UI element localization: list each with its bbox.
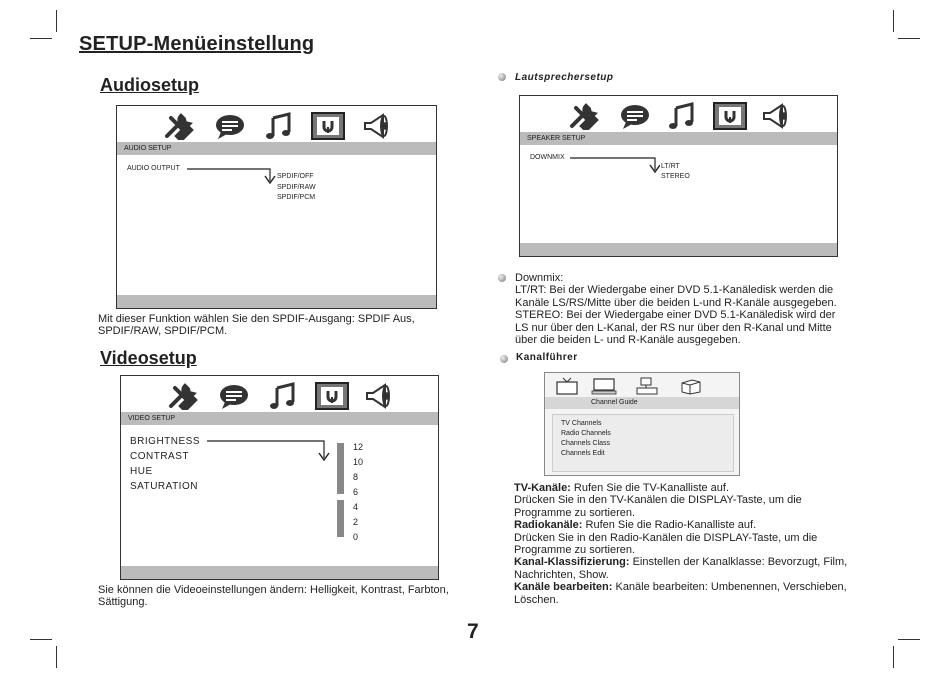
channel-guide-bar-label: Channel Guide — [591, 399, 638, 406]
downmix-line: Kanäle LS/RS/Mitte über die beiden L-und R-Kanäle ausgegeben. — [515, 296, 837, 309]
scale-value: 4 — [353, 502, 359, 512]
bullet-icon — [498, 274, 506, 282]
page-title: SETUP-Menüeinstellung — [79, 33, 315, 55]
video-setup-bar: VIDEO SETUP — [121, 412, 438, 425]
audio-option[interactable]: SPDIF/PCM — [277, 194, 316, 201]
bullet-icon — [500, 355, 508, 363]
music-note-icon[interactable] — [666, 102, 700, 130]
channel-guide-heading: Kanalführer — [516, 352, 578, 363]
wrench-icon[interactable] — [163, 112, 197, 140]
channel-guide-item[interactable]: Channels Class — [561, 440, 611, 447]
brightness-arrow — [207, 436, 331, 466]
speaker-setup-bar: SPEAKER SETUP — [520, 132, 837, 145]
crop-mark — [893, 10, 894, 32]
scale-value: 2 — [353, 517, 359, 527]
channel-guide-item[interactable]: TV Channels — [561, 420, 602, 427]
video-item-saturation[interactable]: SATURATION — [130, 481, 198, 492]
monitor-icon[interactable] — [591, 377, 617, 395]
speaker-setup-heading: Lautsprechersetup — [515, 72, 614, 83]
crop-mark — [30, 639, 52, 640]
video-description: Sie können die Videoeinstellungen ändern: Helligkeit, Kontrast, Farbton, Sättigung. — [98, 584, 449, 609]
downmix-option[interactable]: STEREO — [661, 173, 690, 180]
box-icon[interactable] — [679, 377, 703, 395]
bullet-icon — [498, 73, 506, 81]
radio-channels-line: Programme zu sortieren. — [514, 544, 636, 557]
audio-description: Mit dieser Funktion wählen Sie den SPDIF-Ausgang: SPDIF Aus, SPDIF/RAW, SPDIF/PCM. — [98, 313, 415, 338]
downmix-line: über die beiden L- und R-Kanäle ausgegeben. — [515, 334, 741, 347]
speaker-icon[interactable] — [760, 102, 794, 130]
power-settings-icon[interactable] — [713, 102, 747, 130]
downmix-section — [515, 272, 885, 346]
speaker-icon[interactable] — [361, 112, 395, 140]
scale-value: 10 — [353, 457, 364, 467]
network-icon[interactable] — [635, 377, 659, 395]
channel-guide-item[interactable]: Channels Edit — [561, 450, 605, 457]
video-item-brightness[interactable]: BRIGHTNESS — [130, 436, 201, 447]
channel-class-label: Kanal-Klassifizierung: — [514, 556, 630, 569]
radio-channels-text: Rufen Sie die Radio-Kanalliste auf. — [582, 519, 757, 532]
channel-edit-line: Löschen. — [514, 593, 559, 606]
crop-mark — [893, 646, 894, 668]
power-settings-icon[interactable] — [315, 382, 349, 410]
videosetup-heading: Videosetup — [100, 348, 197, 368]
channel-descriptions — [514, 482, 886, 606]
audio-setup-bar: AUDIO SETUP — [117, 142, 436, 155]
page-number: 7 — [467, 620, 479, 643]
downmix-line: LT/RT: Bei der Wiedergabe einer DVD 5.1-Kanäledisk werden die — [515, 284, 834, 297]
menu-bottom-bar — [121, 566, 438, 579]
tv-icon[interactable] — [555, 377, 579, 395]
music-note-icon[interactable] — [263, 112, 297, 140]
downmix-label[interactable]: DOWNMIX — [530, 154, 565, 161]
crop-mark — [898, 38, 920, 39]
downmix-line: STEREO: Bei der Wiedergabe einer DVD 5.1-Kanäledisk wird der — [515, 309, 836, 322]
crop-mark — [30, 38, 52, 39]
video-item-hue[interactable]: HUE — [130, 466, 153, 477]
channel-class-text: Einstellen der Kanalklasse: Bevorzugt, Film, — [629, 556, 848, 569]
video-item-contrast[interactable]: CONTRAST — [130, 451, 189, 462]
brightness-slider[interactable] — [337, 443, 344, 537]
channel-guide-list — [552, 414, 734, 472]
speaker-icon[interactable] — [363, 382, 397, 410]
menu-bottom-bar — [520, 243, 837, 256]
radio-channels-label: Radiokanäle: — [514, 519, 583, 532]
audio-output-arrow — [187, 164, 277, 186]
slider-thumb[interactable] — [337, 494, 344, 500]
scale-value: 12 — [353, 442, 364, 452]
audiosetup-heading: Audiosetup — [100, 75, 199, 95]
tv-channels-line: Drücken Sie in den TV-Kanälen die DISPLAY-Taste, um die — [514, 494, 802, 507]
channel-edit-text: Kanäle bearbeiten: Umbenennen, Verschieben, — [612, 581, 847, 594]
channel-guide-menu — [544, 372, 740, 476]
tv-channels-text: Rufen Sie die TV-Kanalliste auf. — [570, 482, 730, 494]
scale-value: 6 — [353, 487, 359, 497]
menu-bottom-bar — [117, 295, 436, 308]
downmix-arrow — [570, 153, 660, 175]
wrench-icon[interactable] — [167, 382, 201, 410]
channel-guide-item[interactable]: Radio Channels — [561, 430, 611, 437]
speech-bubble-icon[interactable] — [213, 112, 247, 140]
downmix-line: LS nur über den L-Kanal, der RS nur über den R-Kanal und Mitte — [515, 321, 832, 334]
scale-value: 8 — [353, 472, 359, 482]
speech-bubble-icon[interactable] — [217, 382, 251, 410]
radio-channels-line: Drücken Sie in den Radio-Kanälen die DISPLAY-Taste, um die — [514, 531, 818, 544]
crop-mark — [56, 646, 57, 668]
audio-output-label[interactable]: AUDIO OUTPUT — [127, 165, 180, 172]
channel-edit-label: Kanäle bearbeiten: — [514, 581, 613, 594]
tv-channels-label: TV-Kanäle: — [514, 482, 571, 494]
music-note-icon[interactable] — [267, 382, 301, 410]
audio-option[interactable]: SPDIF/RAW — [277, 184, 316, 191]
audio-setup-menu — [116, 105, 437, 309]
scale-value: 0 — [353, 532, 359, 542]
speech-bubble-icon[interactable] — [618, 102, 652, 130]
audio-option[interactable]: SPDIF/OFF — [277, 173, 314, 180]
video-setup-menu — [120, 375, 439, 580]
crop-mark — [898, 639, 920, 640]
crop-mark — [56, 10, 57, 32]
tv-channels-line: Programme zu sortieren. — [514, 506, 636, 519]
downmix-title: Downmix: — [515, 272, 564, 284]
wrench-icon[interactable] — [568, 102, 602, 130]
channel-class-line: Nachrichten, Show. — [514, 568, 609, 581]
speaker-setup-menu — [519, 95, 838, 257]
downmix-option[interactable]: LT/RT — [661, 163, 680, 170]
power-settings-icon[interactable] — [311, 112, 345, 140]
channel-guide-bar — [545, 397, 739, 409]
